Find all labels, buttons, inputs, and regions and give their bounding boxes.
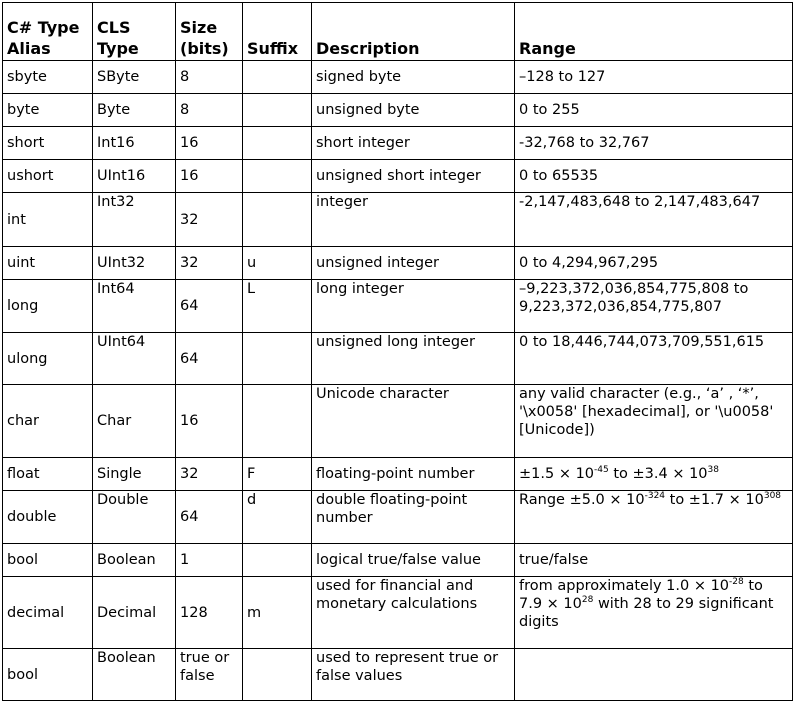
header-alias: C# Type Alias	[3, 3, 93, 61]
cell-alias: short	[3, 127, 93, 160]
cell-suffix	[243, 160, 312, 193]
cell-alias: ulong	[3, 333, 93, 385]
cell-range: any valid character (e.g., ‘a’ , ‘*’, '\x0058' [hexadecimal], or '\u0058' [Unicode])	[515, 385, 793, 458]
cell-size: 32	[176, 193, 243, 247]
table-row	[3, 247, 793, 280]
cell-alias: bool	[3, 649, 93, 701]
cell-suffix: m	[243, 577, 312, 649]
cell-suffix	[243, 193, 312, 247]
cell-suffix: F	[243, 458, 312, 491]
csharp-types-table	[2, 2, 793, 701]
cell-suffix: L	[243, 280, 312, 333]
cell-size: 128	[176, 577, 243, 649]
cell-description: Unicode character	[312, 385, 515, 458]
cell-description: integer	[312, 193, 515, 247]
cell-suffix: d	[243, 491, 312, 544]
cell-range: $\pm 1.5 \times 10^{-45}$ to $\pm 3.4 \times 10^{38}$	[515, 458, 793, 491]
table-row	[3, 280, 793, 333]
cell-alias: byte	[3, 94, 93, 127]
cell-alias: char	[3, 385, 93, 458]
table-row	[3, 577, 793, 649]
cell-size: 64	[176, 491, 243, 544]
header-row	[3, 3, 793, 61]
cell-size: 32	[176, 247, 243, 280]
table-row	[3, 385, 793, 458]
cell-range	[515, 649, 793, 701]
table-row	[3, 458, 793, 491]
cell-range: from approximately $1.0 \times 10^{-28}$ to $7.9 \times 10^{28}$ with 28 to 29 significant digits	[515, 577, 793, 649]
cell-cls: UInt32	[93, 247, 176, 280]
cell-description: long integer	[312, 280, 515, 333]
cell-suffix	[243, 127, 312, 160]
table-row	[3, 544, 793, 577]
cell-description: signed byte	[312, 61, 515, 94]
table-row	[3, 649, 793, 701]
cell-range: 0 to 18,446,744,073,709,551,615	[515, 333, 793, 385]
cell-range: true/false	[515, 544, 793, 577]
cell-cls: Int64	[93, 280, 176, 333]
table-row	[3, 333, 793, 385]
cell-description: unsigned long integer	[312, 333, 515, 385]
cell-range: Range $\pm 5.0 \times 10^{-324}$ to $\pm 1.7 \times 10^{308}$	[515, 491, 793, 544]
table-row	[3, 491, 793, 544]
header-range: Range	[515, 3, 793, 61]
table-row	[3, 127, 793, 160]
cell-cls: Boolean	[93, 649, 176, 701]
table-row	[3, 61, 793, 94]
cell-range: -2,147,483,648 to 2,147,483,647	[515, 193, 793, 247]
cell-range: –9,223,372,036,854,775,808 to 9,223,372,036,854,775,807	[515, 280, 793, 333]
cell-alias: float	[3, 458, 93, 491]
cell-suffix	[243, 544, 312, 577]
table-row	[3, 160, 793, 193]
cell-size: 1	[176, 544, 243, 577]
cell-size: 16	[176, 385, 243, 458]
cell-range: –128 to 127	[515, 61, 793, 94]
cell-description: double floating-point number	[312, 491, 515, 544]
cell-cls: SByte	[93, 61, 176, 94]
cell-size: 16	[176, 160, 243, 193]
cell-suffix: u	[243, 247, 312, 280]
cell-description: unsigned integer	[312, 247, 515, 280]
cell-alias: ushort	[3, 160, 93, 193]
cell-cls: UInt16	[93, 160, 176, 193]
header-size: Size (bits)	[176, 3, 243, 61]
cell-cls: Decimal	[93, 577, 176, 649]
cell-description: short integer	[312, 127, 515, 160]
header-suffix: Suffix	[243, 3, 312, 61]
cell-description: unsigned byte	[312, 94, 515, 127]
cell-size: 16	[176, 127, 243, 160]
cell-range: 0 to 255	[515, 94, 793, 127]
cell-description: used for financial and monetary calculations	[312, 577, 515, 649]
cell-description: floating-point number	[312, 458, 515, 491]
cell-cls: Int32	[93, 193, 176, 247]
cell-alias: sbyte	[3, 61, 93, 94]
cell-size: 64	[176, 280, 243, 333]
cell-size: 8	[176, 94, 243, 127]
cell-suffix	[243, 649, 312, 701]
header-description: Description	[312, 3, 515, 61]
cell-cls: UInt64	[93, 333, 176, 385]
cell-cls: Byte	[93, 94, 176, 127]
cell-suffix	[243, 385, 312, 458]
cell-cls: Double	[93, 491, 176, 544]
cell-range: -32,768 to 32,767	[515, 127, 793, 160]
cell-size: 32	[176, 458, 243, 491]
cell-range: 0 to 4,294,967,295	[515, 247, 793, 280]
cell-cls: Boolean	[93, 544, 176, 577]
cell-alias: double	[3, 491, 93, 544]
cell-alias: decimal	[3, 577, 93, 649]
table-row	[3, 94, 793, 127]
header-cls-type: CLS Type	[93, 3, 176, 61]
cell-cls: Single	[93, 458, 176, 491]
cell-alias: long	[3, 280, 93, 333]
cell-cls: Int16	[93, 127, 176, 160]
cell-size: 64	[176, 333, 243, 385]
cell-size: 8	[176, 61, 243, 94]
cell-range: 0 to 65535	[515, 160, 793, 193]
cell-cls: Char	[93, 385, 176, 458]
cell-suffix	[243, 94, 312, 127]
cell-alias: uint	[3, 247, 93, 280]
cell-description: unsigned short integer	[312, 160, 515, 193]
cell-description: used to represent true or false values	[312, 649, 515, 701]
cell-alias: int	[3, 193, 93, 247]
cell-alias: bool	[3, 544, 93, 577]
cell-size: true or false	[176, 649, 243, 701]
cell-description: logical true/false value	[312, 544, 515, 577]
cell-suffix	[243, 61, 312, 94]
table-row	[3, 193, 793, 247]
cell-suffix	[243, 333, 312, 385]
